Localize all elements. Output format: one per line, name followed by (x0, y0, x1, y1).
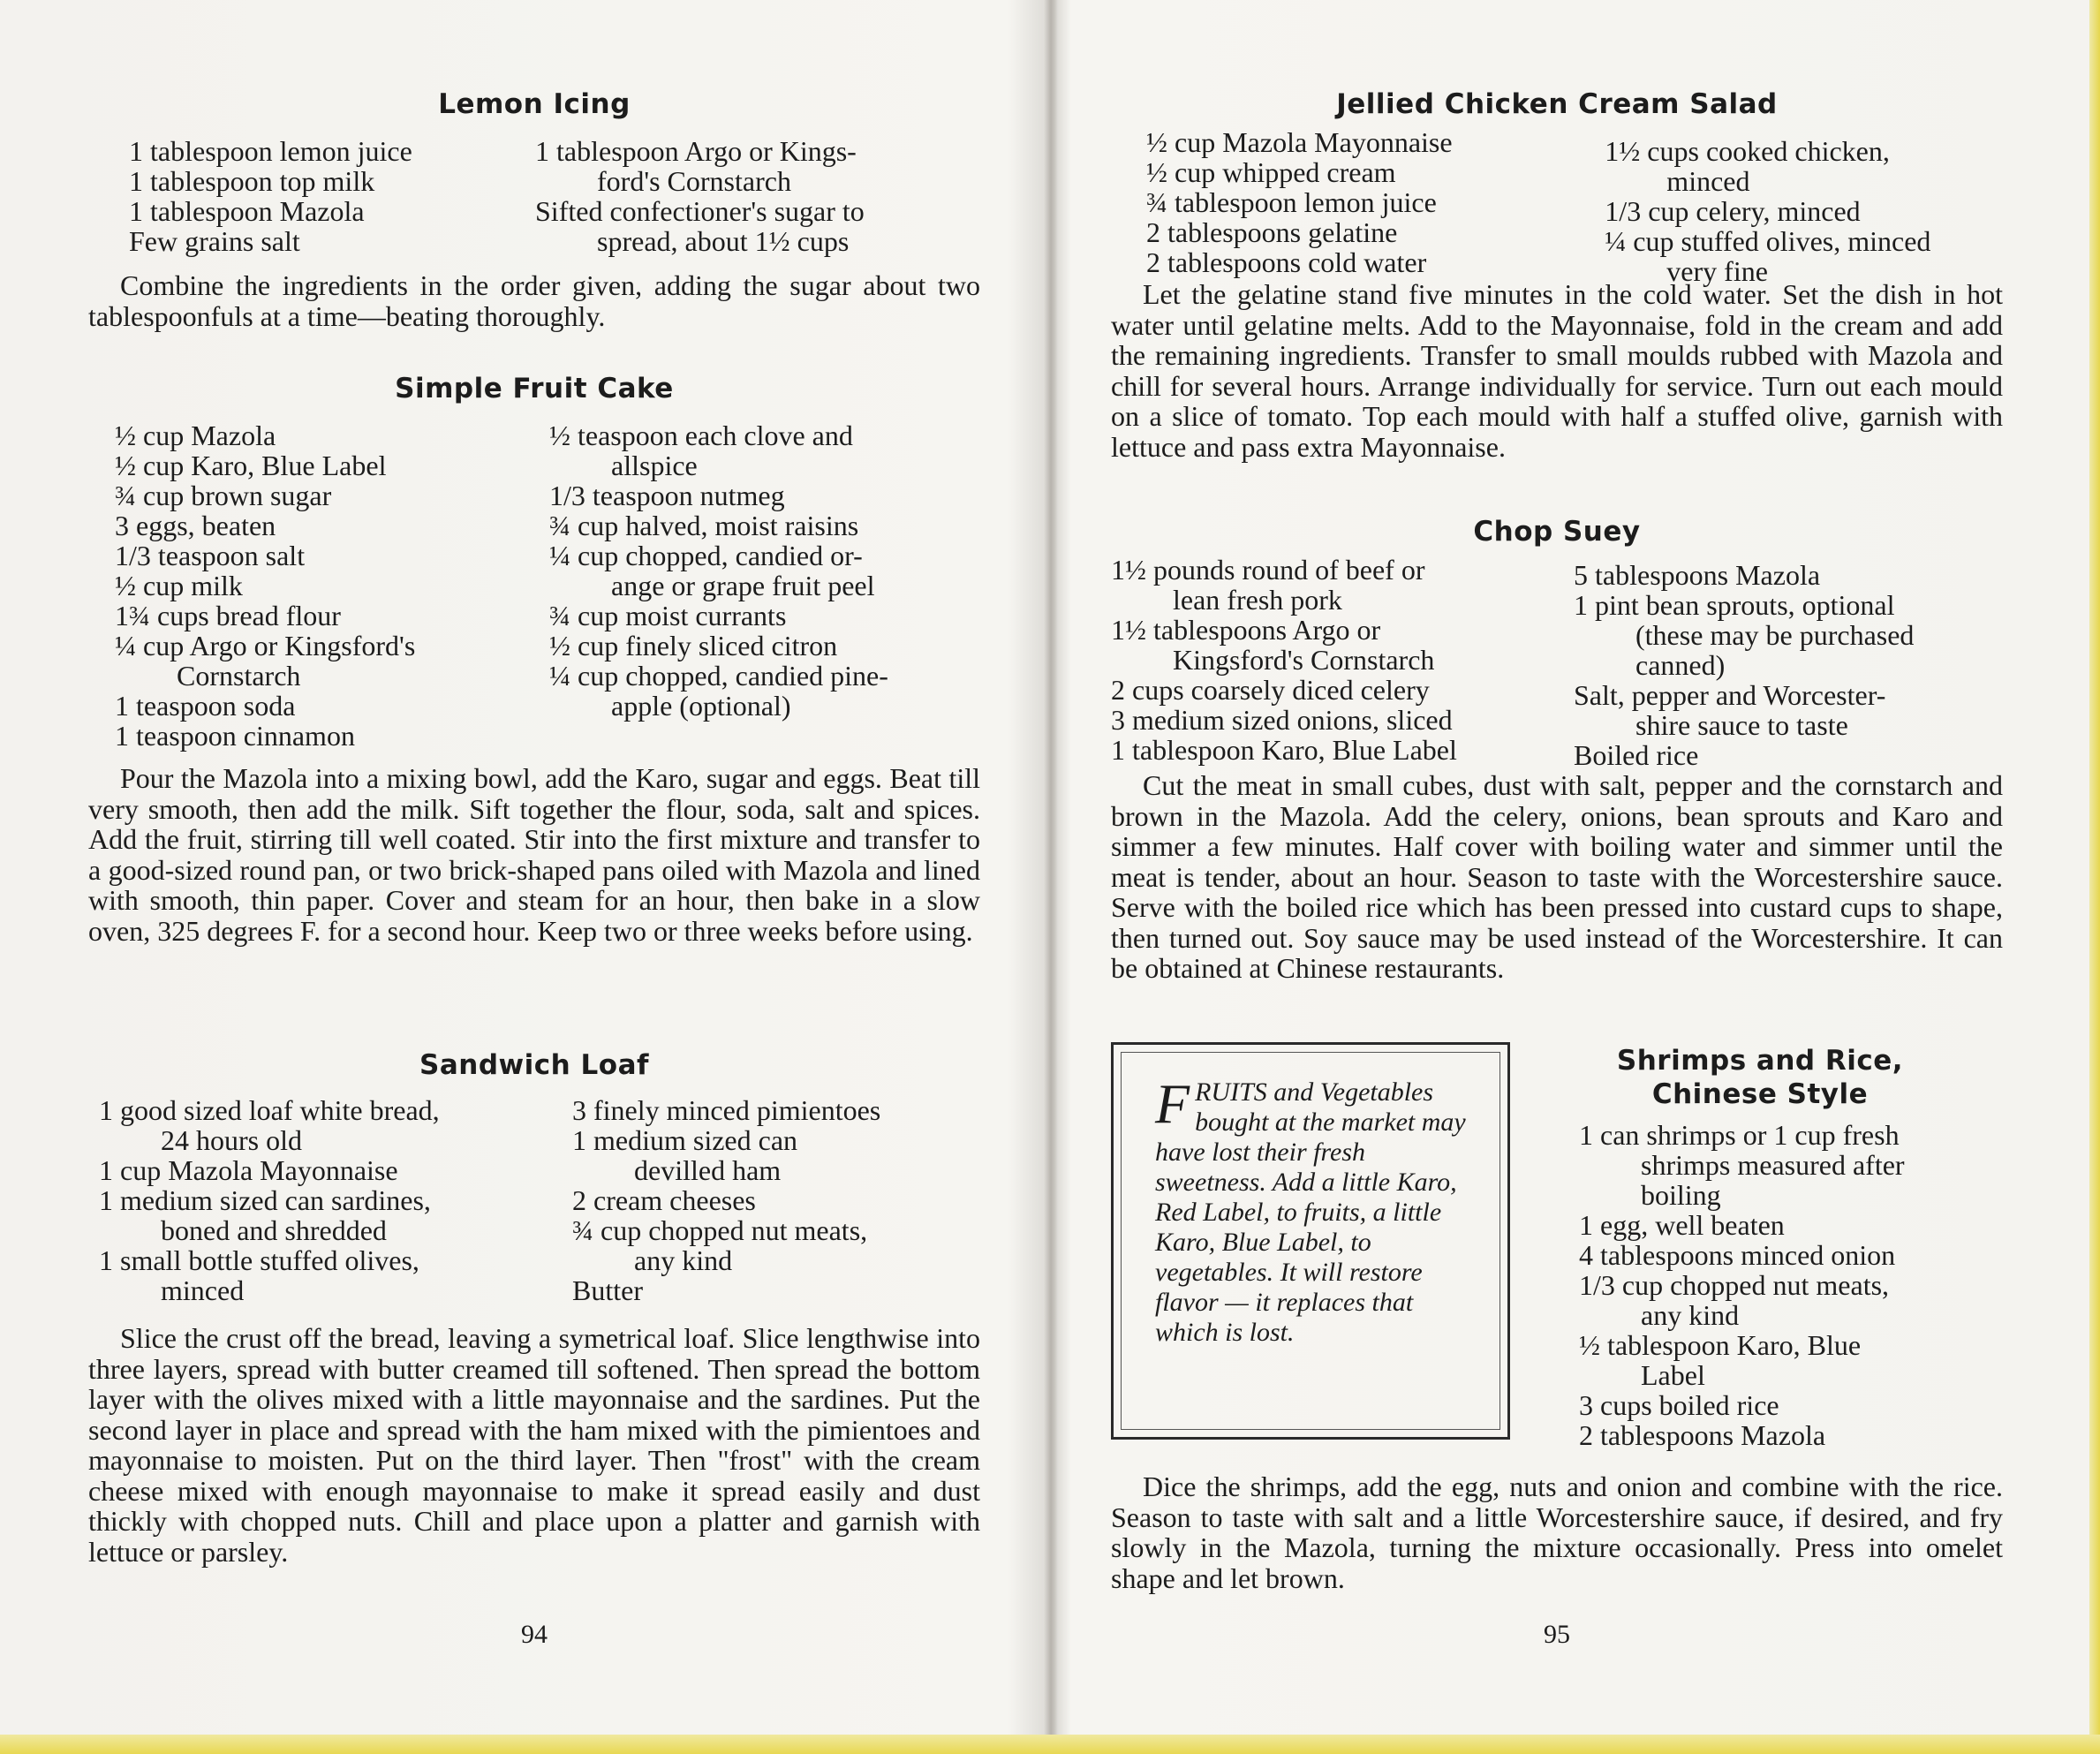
ingredient-continuation: ford's Cornstarch (597, 165, 791, 197)
directions-text: Let the gelatine stand five minutes in the cold water. Set the dish in hot water until gelatine melts. Add to the Mayonnaise, fold in the cream and add the remaining ingredients. Transfer to small moulds rubbed with Mazola and chill for several hours. Arrange individually for service. Turn out each mould on a slice of tomato. Top each mould with half a stuffed olive, garnish with lettuce and pass extra Mayonnaise. (1111, 278, 2003, 463)
left-page (88, 0, 980, 1754)
ingredient-continuation: Cornstarch (177, 660, 301, 692)
ingredient-item: 1/3 cup chopped nut meats, (1579, 1269, 1890, 1301)
ingredient-item: Boiled rice (1574, 739, 1699, 771)
ingredient-continuation: any kind (634, 1244, 733, 1276)
ingredient-item: ½ cup Mazola Mayonnaise (1146, 126, 1453, 158)
ingredient-column (1605, 127, 2003, 286)
ingredient-item: 3 medium sized onions, sliced (1111, 704, 1453, 736)
ingredient-item: 1½ pounds round of beef or (1111, 554, 1425, 586)
ingredient-continuation: Label (1641, 1359, 1705, 1391)
ingredient-item: 1 small bottle stuffed olives, (99, 1244, 419, 1276)
ingredient-continuation: any kind (1641, 1299, 1740, 1331)
ingredient-continuation: apple (optional) (611, 690, 791, 722)
ingredient-column (1111, 555, 1574, 770)
ingredient-item: 1 cup Mazola Mayonnaise (99, 1154, 398, 1186)
tip-box (1111, 1042, 1510, 1440)
ingredient-continuation: lean fresh pork (1173, 584, 1342, 616)
chop-suey-directions (1111, 770, 2003, 984)
shrimps-title (1535, 1044, 1985, 1111)
shrimps-title-line: Chinese Style (1651, 1078, 1869, 1110)
lemon-icing-title: Lemon Icing (438, 88, 631, 120)
ingredient-continuation: (these may be purchased (1635, 619, 1915, 651)
ingredient-continuation: Kingsford's Cornstarch (1173, 644, 1435, 676)
ingredient-item: ¾ cup moist currants (549, 600, 787, 631)
ingredient-continuation: spread, about 1½ cups (597, 225, 850, 257)
page-number: 95 (1544, 1620, 1570, 1649)
ingredient-item: Few grains salt (129, 225, 300, 257)
ingredient-item: 1/3 teaspoon nutmeg (549, 480, 785, 511)
ingredient-item: ½ tablespoon Karo, Blue (1579, 1329, 1862, 1361)
directions-text: Combine the ingredients in the order given, adding the sugar about two tablespoonfuls at a time—beating thoroughly. (88, 269, 980, 332)
ingredient-item: Sifted confectioner's sugar to (535, 195, 865, 227)
sandwich-loaf-title: Sandwich Loaf (419, 1049, 649, 1081)
directions-text: Dice the shrimps, add the egg, nuts and onion and combine with the rice. Season to taste with salt and a little Worcestershire sauce, if desired, and fry slowly in the Mazola, turning the mixture occasionally. Press into omelet shape and let brown. (1111, 1470, 2003, 1594)
directions-text: Cut the meat in small cubes, dust with salt, pepper and the cornstarch and brown in the Mazola. Add the celery, onions, bean sprouts and Karo and simmer a few minutes. Half cover with boiling water and simmer until the meat is tender, about an hour. Season to taste with the Worcestershire sauce. Serve with the boiled rice which has been pressed into custard cups to shape, then turned out. Soy sauce may be used instead of the Worcestershire. It can be obtained at Chinese restaurants. (1111, 769, 2003, 984)
ingredient-item: 1 medium sized can sardines, (99, 1184, 431, 1216)
lemon-icing-directions (88, 270, 980, 331)
ingredient-item: 1 tablespoon lemon juice (129, 135, 412, 167)
ingredient-item: ¼ cup chopped, candied pine- (549, 660, 888, 692)
shrimps-title-line: Shrimps and Rice, (1616, 1045, 1904, 1077)
book-gutter (1044, 0, 1058, 1754)
ingredient-continuation: shire sauce to taste (1635, 709, 1848, 741)
ingredient-item: ¼ cup chopped, candied or- (549, 540, 863, 571)
chop-suey-title: Chop Suey (1473, 516, 1641, 548)
ingredient-continuation: 24 hours old (161, 1124, 302, 1156)
shrimps-ingredients (1579, 1120, 2003, 1450)
tip-text: RUITS and Vegetables bought at the market may have lost their fresh sweetness. Add a little Karo, Red Label, to fruits, a little Karo, Blue Label, to vegetables. It will restore flavor — it replaces that which is lost. (1155, 1077, 1466, 1347)
ingredient-item: ½ cup Karo, Blue Label (115, 450, 387, 481)
ingredient-item: 1 pint bean sprouts, optional (1574, 589, 1895, 621)
ingredient-item: 3 cups boiled rice (1579, 1389, 1779, 1421)
right-page (1111, 0, 2003, 1754)
ingredient-item: 2 cups coarsely diced celery (1111, 674, 1430, 706)
ingredient-item: ¼ cup stuffed olives, minced (1605, 225, 1931, 257)
directions-text: Slice the crust off the bread, leaving a symetrical loaf. Slice lengthwise into three layers, spread with butter creamed till softened. Then spread the bottom layer with the olives mixed with a little mayonnaise and the sardines. Put the second layer in place and spread with the ham mixed with the pimientoes and mayonnaise to moisten. Put on the third layer. Then "frost" with the cream cheese mixed with enough mayonnaise to make it spread easily and dust thickly with chopped nuts. Chill and place upon a platter and garnish with lettuce or parsley. (88, 1322, 980, 1568)
ingredient-item: 1½ tablespoons Argo or (1111, 614, 1381, 646)
ingredient-column (1574, 555, 2003, 770)
ingredient-item: ¾ cup halved, moist raisins (549, 510, 859, 541)
ingredient-item: ½ cup finely sliced citron (549, 630, 838, 662)
ingredient-item: Butter (572, 1274, 643, 1306)
ingredient-continuation: boned and shredded (161, 1214, 387, 1246)
ingredient-item: 1 teaspoon soda (115, 690, 296, 722)
tip-dropcap: F (1155, 1072, 1190, 1135)
ingredient-item: 1 tablespoon Argo or Kings- (535, 135, 857, 167)
ingredient-item: 2 tablespoons Mazola (1579, 1419, 1826, 1451)
ingredient-item: 1¾ cups bread flour (115, 600, 341, 631)
ingredient-continuation: boiling (1641, 1179, 1721, 1211)
ingredient-continuation: devilled ham (634, 1154, 782, 1186)
ingredient-continuation: shrimps measured after (1641, 1149, 1905, 1181)
ingredient-column (535, 136, 977, 256)
ingredient-column (546, 420, 980, 751)
ingredient-item: ½ cup Mazola (115, 420, 276, 451)
sandwich-loaf-ingredients (88, 1095, 980, 1305)
ingredient-item: 3 finely minced pimientoes (572, 1094, 881, 1126)
fruit-cake-directions (88, 763, 980, 946)
ingredient-item: 1 tablespoon Mazola (129, 195, 365, 227)
jellied-chicken-directions (1111, 279, 2003, 462)
ingredient-column (88, 1095, 572, 1305)
directions-text: Pour the Mazola into a mixing bowl, add the Karo, sugar and eggs. Beat till very smooth, then add the milk. Sift together the flour, soda, salt and spices. Add the fruit, stirring till well coated. Stir into the first mixture and transfer to a good-sized round pan, or two brick-shaped pans oiled with Mazola and lined with smooth, thin paper. Cover and steam for an hour, then bake in a slow oven, 325 degrees F. for a second hour. Keep two or three weeks before using. (88, 762, 980, 947)
ingredient-item: 5 tablespoons Mazola (1574, 559, 1821, 591)
ingredient-item: ½ cup whipped cream (1146, 156, 1396, 188)
jellied-chicken-title: Jellied Chicken Cream Salad (1336, 88, 1778, 120)
page-number: 94 (521, 1620, 548, 1649)
cover-edge (2089, 0, 2100, 1754)
ingredient-item: 2 cream cheeses (572, 1184, 756, 1216)
ingredient-item: 3 eggs, beaten (115, 510, 276, 541)
ingredient-item: 1 tablespoon Karo, Blue Label (1111, 734, 1457, 766)
ingredient-item: 1 tablespoon top milk (129, 165, 375, 197)
fruit-cake-title: Simple Fruit Cake (395, 373, 674, 404)
ingredient-item: 1/3 cup celery, minced (1605, 195, 1861, 227)
ingredient-item: Salt, pepper and Worcester- (1574, 679, 1886, 711)
lemon-icing-ingredients (88, 136, 980, 256)
ingredient-item: ¾ tablespoon lemon juice (1146, 186, 1437, 218)
ingredient-item: ½ cup milk (115, 570, 243, 601)
ingredient-continuation: minced (161, 1274, 245, 1306)
ingredient-continuation: minced (1666, 165, 1750, 197)
ingredient-item: ¼ cup Argo or Kingsford's (115, 630, 416, 662)
ingredient-item: 1½ cups cooked chicken, (1605, 135, 1890, 167)
shrimps-directions (1111, 1471, 2003, 1593)
ingredient-column (88, 136, 535, 256)
ingredient-item: ¾ cup brown sugar (115, 480, 332, 511)
ingredient-item: ½ teaspoon each clove and (549, 420, 853, 451)
ingredient-item: 4 tablespoons minced onion (1579, 1239, 1896, 1271)
ingredient-column (1111, 127, 1605, 286)
ingredient-item: 1 teaspoon cinnamon (115, 720, 355, 752)
ingredient-continuation: allspice (611, 450, 698, 481)
sandwich-loaf-directions (88, 1323, 980, 1567)
ingredient-item: 1 medium sized can (572, 1124, 798, 1156)
ingredient-column (572, 1095, 978, 1305)
ingredient-continuation: very fine (1666, 255, 1768, 287)
ingredient-item: 1 good sized loaf white bread, (99, 1094, 440, 1126)
chop-suey-ingredients (1111, 555, 2003, 770)
tip-box-inner (1121, 1052, 1500, 1430)
ingredient-item: 1/3 teaspoon salt (115, 540, 306, 571)
ingredient-continuation: canned) (1635, 649, 1726, 681)
ingredient-item: 1 egg, well beaten (1579, 1209, 1785, 1241)
ingredient-item: 2 tablespoons cold water (1146, 246, 1427, 278)
ingredient-column (88, 420, 546, 751)
fruit-cake-ingredients (88, 420, 980, 751)
jellied-chicken-ingredients (1111, 127, 2003, 286)
ingredient-item: 2 tablespoons gelatine (1146, 216, 1398, 248)
ingredient-continuation: ange or grape fruit peel (611, 570, 875, 601)
ingredient-item: ¾ cup chopped nut meats, (572, 1214, 868, 1246)
ingredient-item: 1 can shrimps or 1 cup fresh (1579, 1119, 1900, 1151)
